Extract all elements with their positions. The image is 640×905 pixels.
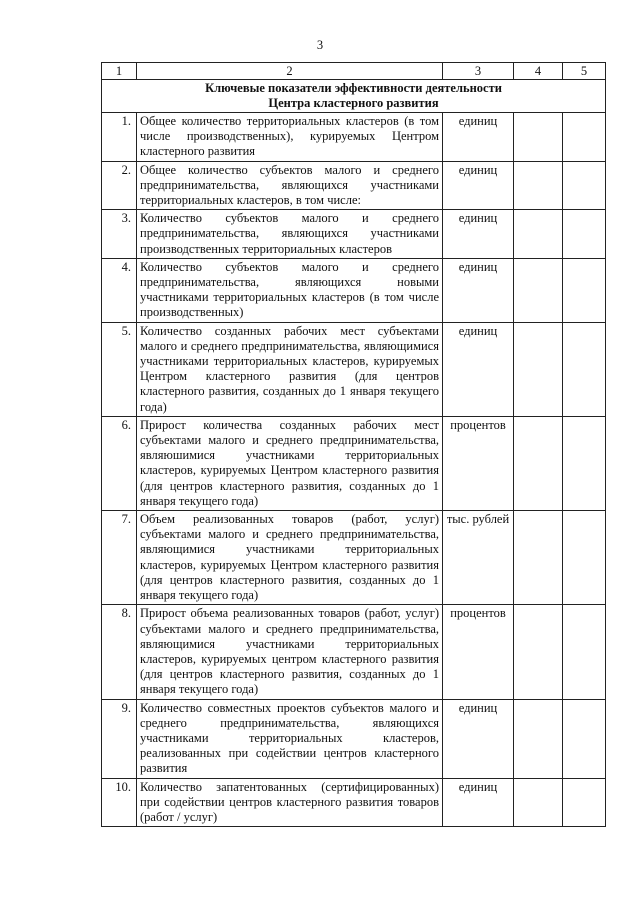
row-number: 9. [102, 699, 137, 778]
value-column-4 [514, 322, 563, 416]
value-column-4 [514, 113, 563, 162]
header-cell-5: 5 [563, 63, 606, 80]
table-row [102, 258, 606, 322]
indicator-description: Общее количество субъектов малого и среднего предпринимательства, являющихся участниками территориальных кластеров, в том числе: [137, 161, 443, 210]
section-title [102, 80, 606, 113]
unit-of-measure: единиц [443, 699, 514, 778]
value-column-4 [514, 210, 563, 259]
indicator-description: Прирост количества созданных рабочих мест субъектами малого и среднего предпринимательства, являюшимися участниками территориальных кластеров, курируемых Центром кластерного развития (для центров кластерного развития, созданных до 1 января текущего года) [137, 416, 443, 510]
value-column-5 [563, 511, 606, 605]
row-number: 2. [102, 161, 137, 210]
indicator-description: Объем реализованных товаров (работ, услуг) субъектами малого и среднего предпринимательства, являющимися участниками территориальных кластеров, курируемых Центром кластерного развития (для центров кластерного развития, созданных до 1 января текущего года) [137, 511, 443, 605]
table-row [102, 210, 606, 259]
value-column-5 [563, 113, 606, 162]
unit-of-measure: единиц [443, 161, 514, 210]
indicator-description: Количество запатентованных (сертифицированных) при содействии центров кластерного развития товаров (работ / услуг) [137, 778, 443, 827]
unit-of-measure: единиц [443, 258, 514, 322]
header-row [102, 63, 606, 80]
row-number: 3. [102, 210, 137, 259]
header-cell-2: 2 [137, 63, 443, 80]
value-column-5 [563, 161, 606, 210]
table-row [102, 778, 606, 827]
value-column-5 [563, 605, 606, 699]
table-row [102, 511, 606, 605]
section-title-line-1: Ключевые показатели эффективности деятельности [205, 81, 502, 95]
indicator-description: Общее количество территориальных кластеров (в том числе производственных), курируемых Центром кластерного развития [137, 113, 443, 162]
unit-of-measure: единиц [443, 778, 514, 827]
value-column-4 [514, 778, 563, 827]
indicator-description: Количество созданных рабочих мест субъектами малого и среднего предпринимательства, являющимися участниками территориальных кластеров, курируемых Центром кластерного развития (для центров кластерного развития, созданных до 1 января текущего года) [137, 322, 443, 416]
indicator-description: Количество субъектов малого и среднего предпринимательства, являющихся новыми участниками территориальных кластеров (в том числе производственных) [137, 258, 443, 322]
value-column-4 [514, 416, 563, 510]
unit-of-measure: единиц [443, 210, 514, 259]
value-column-4 [514, 699, 563, 778]
indicator-description: Количество субъектов малого и среднего предпринимательства, являющихся участниками производственных территориальных кластеров [137, 210, 443, 259]
value-column-4 [514, 161, 563, 210]
row-number: 4. [102, 258, 137, 322]
header-cell-4: 4 [514, 63, 563, 80]
value-column-5 [563, 210, 606, 259]
unit-of-measure: процентов [443, 605, 514, 699]
value-column-4 [514, 605, 563, 699]
unit-of-measure: тыс. рублей [443, 511, 514, 605]
table-row [102, 113, 606, 162]
indicator-description: Прирост объема реализованных товаров (работ, услуг) субъектами малого и среднего предпринимательства, являющимися участниками территориальных кластеров, курируемых центром кластерного развития (для центров кластерного развития, созданных до 1 января текущего года) [137, 605, 443, 699]
table-row [102, 416, 606, 510]
row-number: 7. [102, 511, 137, 605]
table-row [102, 322, 606, 416]
section-title-row [102, 80, 606, 113]
value-column-5 [563, 258, 606, 322]
row-number: 6. [102, 416, 137, 510]
value-column-5 [563, 322, 606, 416]
unit-of-measure: единиц [443, 322, 514, 416]
row-number: 10. [102, 778, 137, 827]
header-cell-1: 1 [102, 63, 137, 80]
table-row [102, 161, 606, 210]
row-number: 5. [102, 322, 137, 416]
value-column-4 [514, 511, 563, 605]
kpi-table [101, 62, 606, 827]
indicator-description: Количество совместных проектов субъектов малого и среднего предпринимательства, являющихся участниками территориальных кластеров, реализованных при содействии центров кластерного развития [137, 699, 443, 778]
section-title-line-2: Центра кластерного развития [268, 96, 439, 110]
value-column-5 [563, 416, 606, 510]
value-column-4 [514, 258, 563, 322]
table-row [102, 699, 606, 778]
page-number: 3 [316, 38, 324, 52]
row-number: 1. [102, 113, 137, 162]
unit-of-measure: единиц [443, 113, 514, 162]
table-row [102, 605, 606, 699]
header-cell-3: 3 [443, 63, 514, 80]
value-column-5 [563, 778, 606, 827]
value-column-5 [563, 699, 606, 778]
row-number: 8. [102, 605, 137, 699]
unit-of-measure: процентов [443, 416, 514, 510]
